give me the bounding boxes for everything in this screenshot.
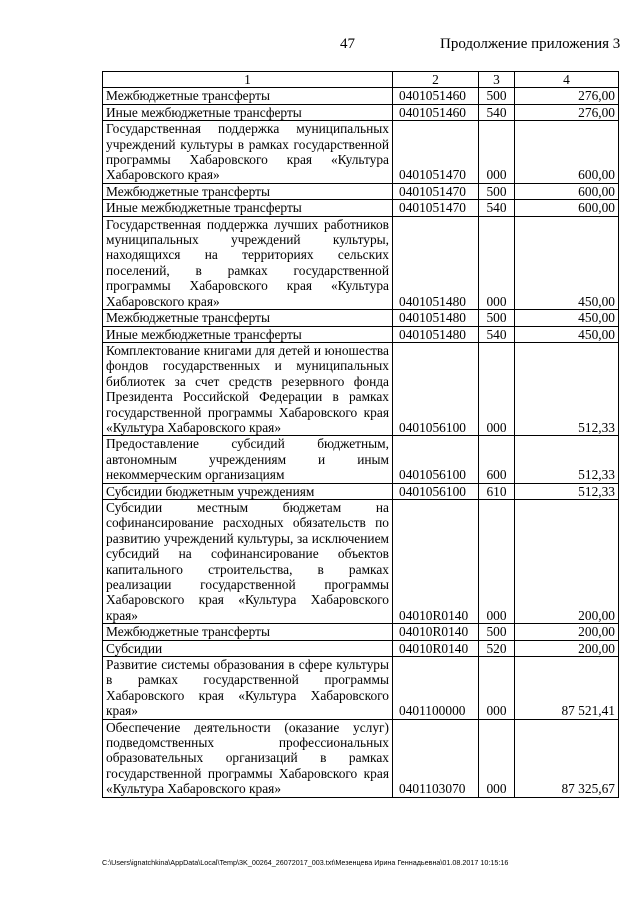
row-expense-type-cell: 500 — [479, 88, 515, 104]
table-row — [103, 326, 619, 342]
row-name-cell: Субсидии — [103, 640, 393, 656]
row-amount-cell: 600,00 — [515, 183, 619, 199]
row-amount-cell: 600,00 — [515, 200, 619, 216]
row-code-cell: 0401051460 — [393, 88, 479, 104]
row-expense-type-cell: 610 — [479, 483, 515, 499]
table-row — [103, 499, 619, 623]
row-name-cell: Межбюджетные трансферты — [103, 88, 393, 104]
row-name-cell: Государственная поддержка лучших работников муниципальных учреждений культуры, находящихся на территориях сельских поселений, в рамках государственной программы Хабаровского края «Культура Хабаровского края» — [103, 216, 393, 309]
table-row — [103, 310, 619, 326]
row-amount-cell: 200,00 — [515, 499, 619, 623]
row-expense-type-cell: 540 — [479, 200, 515, 216]
row-name-cell: Межбюджетные трансферты — [103, 624, 393, 640]
row-code-cell: 0401051470 — [393, 200, 479, 216]
column-header-expense-type: 3 — [479, 72, 515, 88]
row-code-cell: 04010R0140 — [393, 624, 479, 640]
table-row — [103, 719, 619, 797]
file-path-footer: C:\Users\ignatchkina\AppData\Local\Temp\3K_00264_26072017_003.txt\Мезенцева Ирина Геннадьевна\01.08.2017 10:15:16 — [102, 858, 509, 867]
row-code-cell: 0401056100 — [393, 483, 479, 499]
row-expense-type-cell: 000 — [479, 499, 515, 623]
row-amount-cell: 450,00 — [515, 216, 619, 309]
table-row — [103, 216, 619, 309]
row-amount-cell: 450,00 — [515, 326, 619, 342]
appendix-continuation-label: Продолжение приложения 3 — [440, 36, 621, 52]
row-expense-type-cell: 000 — [479, 121, 515, 184]
row-code-cell: 0401103070 — [393, 719, 479, 797]
row-name-cell: Иные межбюджетные трансферты — [103, 200, 393, 216]
table-header-row — [103, 72, 619, 88]
row-expense-type-cell: 600 — [479, 436, 515, 483]
row-expense-type-cell: 000 — [479, 342, 515, 435]
row-name-cell: Субсидии бюджетным учреждениям — [103, 483, 393, 499]
row-code-cell: 0401051480 — [393, 310, 479, 326]
table-row — [103, 121, 619, 184]
row-expense-type-cell: 540 — [479, 104, 515, 120]
row-name-cell: Государственная поддержка муниципальных учреждений культуры в рамках государственной программы Хабаровского края «Культура Хабаровского края» — [103, 121, 393, 184]
row-expense-type-cell: 500 — [479, 310, 515, 326]
row-code-cell: 04010R0140 — [393, 499, 479, 623]
table-row — [103, 436, 619, 483]
row-expense-type-cell: 000 — [479, 719, 515, 797]
row-name-cell: Межбюджетные трансферты — [103, 183, 393, 199]
row-amount-cell: 600,00 — [515, 121, 619, 184]
row-expense-type-cell: 500 — [479, 183, 515, 199]
row-expense-type-cell: 520 — [479, 640, 515, 656]
row-name-cell: Комплектование книгами для детей и юношества фондов государственных и муниципальных библиотек за счет средств резервного фонда Президента Российской Федерации в рамках государственной программы Хабаровского края «Культура Хабаровского края» — [103, 342, 393, 435]
row-name-cell: Иные межбюджетные трансферты — [103, 326, 393, 342]
row-code-cell: 0401051460 — [393, 104, 479, 120]
table-row — [103, 640, 619, 656]
row-name-cell: Обеспечение деятельности (оказание услуг) подведомственных профессиональных образовательных организаций в рамках государственной программы Хабаровского края «Культура Хабаровского края» — [103, 719, 393, 797]
row-code-cell: 0401056100 — [393, 342, 479, 435]
table-row — [103, 104, 619, 120]
row-name-cell: Межбюджетные трансферты — [103, 310, 393, 326]
row-code-cell: 0401051480 — [393, 216, 479, 309]
column-header-amount: 4 — [515, 72, 619, 88]
row-expense-type-cell: 500 — [479, 624, 515, 640]
row-amount-cell: 276,00 — [515, 88, 619, 104]
row-amount-cell: 276,00 — [515, 104, 619, 120]
table-row — [103, 483, 619, 499]
row-code-cell: 0401051470 — [393, 121, 479, 184]
table-row — [103, 88, 619, 104]
table-row — [103, 200, 619, 216]
row-amount-cell: 87 521,41 — [515, 657, 619, 720]
row-amount-cell: 512,33 — [515, 342, 619, 435]
row-code-cell: 0401051480 — [393, 326, 479, 342]
row-expense-type-cell: 540 — [479, 326, 515, 342]
row-amount-cell: 200,00 — [515, 624, 619, 640]
row-amount-cell: 450,00 — [515, 310, 619, 326]
row-amount-cell: 200,00 — [515, 640, 619, 656]
row-expense-type-cell: 000 — [479, 216, 515, 309]
row-amount-cell: 512,33 — [515, 483, 619, 499]
row-code-cell: 0401056100 — [393, 436, 479, 483]
row-amount-cell: 512,33 — [515, 436, 619, 483]
row-code-cell: 04010R0140 — [393, 640, 479, 656]
row-name-cell: Иные межбюджетные трансферты — [103, 104, 393, 120]
row-name-cell: Развитие системы образования в сфере культуры в рамках государственной программы Хабаровского края «Культура Хабаровского края» — [103, 657, 393, 720]
budget-table — [102, 71, 619, 798]
row-amount-cell: 87 325,67 — [515, 719, 619, 797]
column-header-code: 2 — [393, 72, 479, 88]
table-row — [103, 183, 619, 199]
row-name-cell: Предоставление субсидий бюджетным, автономным учреждениям и иным некоммерческим организациям — [103, 436, 393, 483]
row-code-cell: 0401100000 — [393, 657, 479, 720]
row-expense-type-cell: 000 — [479, 657, 515, 720]
column-header-name: 1 — [103, 72, 393, 88]
table-row — [103, 624, 619, 640]
page-number: 47 — [340, 36, 355, 52]
table-row — [103, 342, 619, 435]
row-name-cell: Субсидии местным бюджетам на софинансирование расходных обязательств по развитию учреждений культуры, за исключением субсидий на софинансирование объектов капитального строительства, в рамках реализации государственной программы Хабаровского края «Культура Хабаровского края» — [103, 499, 393, 623]
row-code-cell: 0401051470 — [393, 183, 479, 199]
table-row — [103, 657, 619, 720]
